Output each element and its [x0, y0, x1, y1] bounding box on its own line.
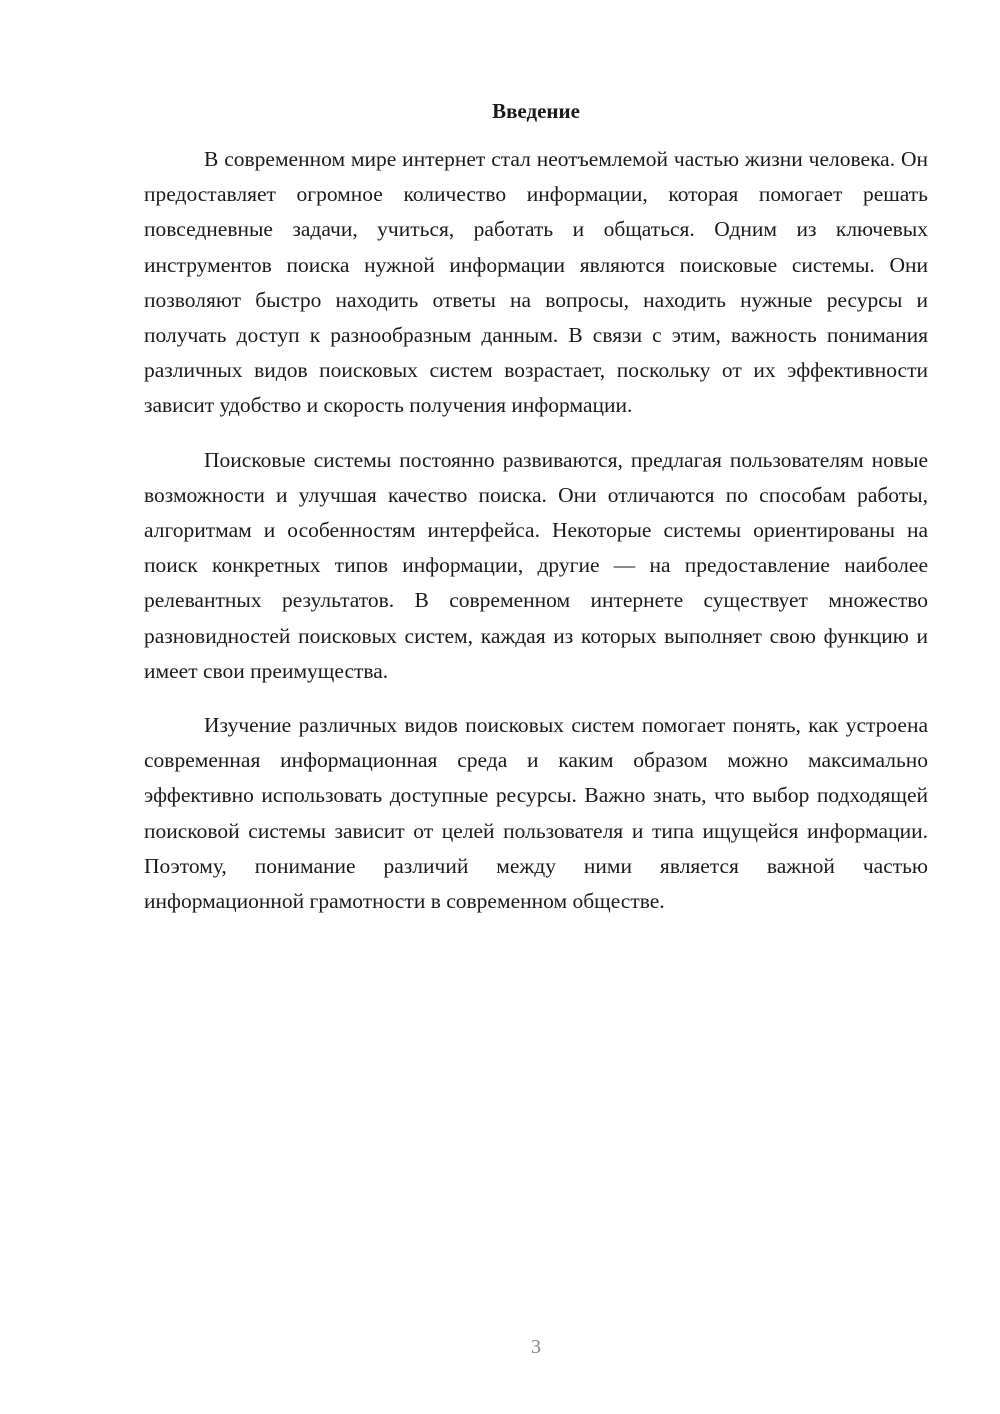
body-text	[144, 142, 928, 938]
paragraph-2: Поисковые системы постоянно развиваются, предлагая пользователям новые возможности и улучшая качество поиска. Они отличаются по способам работы, алгоритмам и особенностям интерфейса. Некоторые системы ориентированы на поиск конкретных типов информации, другие — на предоставление наиболее релевантных результатов. В современном интернете существует множество разновидностей поисковых систем, каждая из которых выполняет свою функцию и имеет свои преимущества.	[144, 447, 928, 683]
section-title: Введение	[492, 99, 580, 123]
page-number: 3	[531, 1336, 541, 1358]
paragraph-1: В современном мире интернет стал неотъемлемой частью жизни человека. Он предоставляет огромное количество информации, которая помогает решать повседневные задачи, учиться, работать и общаться. Одним из ключевых инструментов поиска нужной информации являются поисковые системы. Они позволяют быстро находить ответы на вопросы, находить нужные ресурсы и получать доступ к разнообразным данным. В связи с этим, важность понимания различных видов поисковых систем возрастает, поскольку от их эффективности зависит удобство и скорость получения информации.	[144, 147, 928, 418]
paragraph-3: Изучение различных видов поисковых систем помогает понять, как устроена современная информационная среда и каким образом можно максимально эффективно использовать доступные ресурсы. Важно знать, что выбор подходящей поисковой системы зависит от целей пользователя и типа ищущейся информации. Поэтому, понимание различий между ними является важной частью информационной грамотности в современном обществе.	[144, 713, 928, 914]
